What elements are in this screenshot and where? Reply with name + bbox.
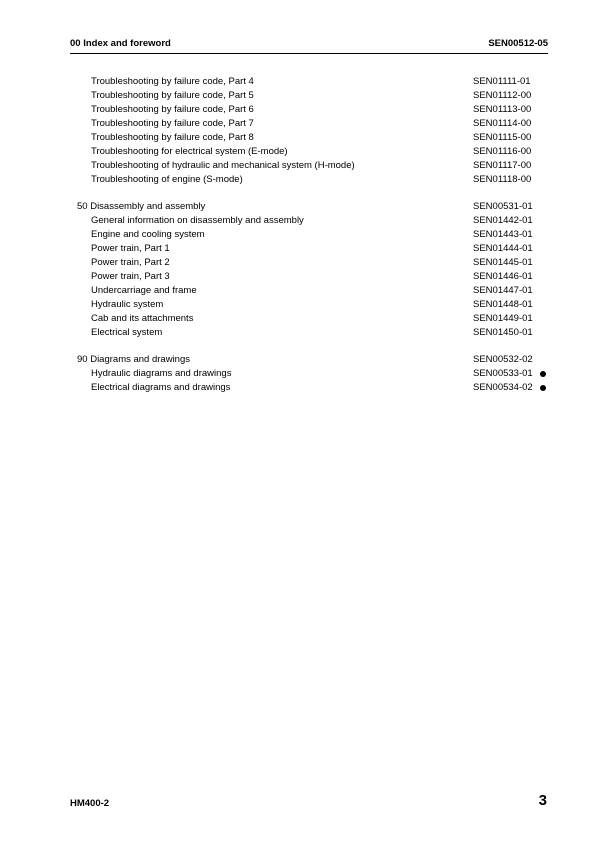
entry-code: SEN01450-01 [473,327,533,338]
list-item [0,312,595,326]
entry-code: SEN01111-01 [473,76,531,87]
list-item [0,298,595,312]
entry-title: Power train, Part 3 [91,271,170,282]
entry-title: Power train, Part 2 [91,257,170,268]
entry-title: Troubleshooting by failure code, Part 4 [91,76,254,87]
entry-code: SEN01442-01 [473,215,533,226]
header-rule [70,53,548,54]
list-item [0,381,595,395]
entry-code: SEN01447-01 [473,285,533,296]
entry-title: Engine and cooling system [91,229,205,240]
entry-code: SEN01448-01 [473,299,533,310]
header-section-title: 00 Index and foreword [70,38,171,49]
table-of-contents [0,75,595,395]
entry-code: SEN01112-00 [473,90,532,101]
entry-title: Troubleshooting by failure code, Part 7 [91,118,254,129]
list-item [0,117,595,131]
entry-title: Cab and its attachments [91,313,194,324]
page-number: 3 [538,792,547,809]
list-item [0,367,595,381]
list-item [0,75,595,89]
entry-code: SEN01118-00 [473,174,532,185]
entry-title: Hydraulic system [91,299,164,310]
list-item [0,284,595,298]
entry-title: Troubleshooting by failure code, Part 8 [91,132,254,143]
list-item [0,214,595,228]
entry-title: Troubleshooting by failure code, Part 5 [91,90,254,101]
entry-code: SEN01444-01 [473,243,533,254]
entry-code: SEN01115-00 [473,132,532,143]
list-item [0,270,595,284]
entry-title: Hydraulic diagrams and drawings [91,368,232,379]
list-item [0,256,595,270]
entry-title: Troubleshooting for electrical system (E-mode) [91,146,288,157]
entry-code: SEN01445-01 [473,257,533,268]
revision-bullet-icon [540,371,546,377]
revision-bullet-icon [540,385,546,391]
list-item [0,242,595,256]
section-gap [0,340,595,353]
entry-title: General information on disassembly and assembly [91,215,304,226]
entry-code: SEN00533-01 [473,368,533,379]
entry-code: SEN01449-01 [473,313,533,324]
entry-code: SEN00534-02 [473,382,533,393]
entry-code: SEN01113-00 [473,104,532,115]
entry-code: SEN00531-01 [473,201,533,212]
entry-code: SEN01117-00 [473,160,532,171]
section-heading [0,353,595,367]
entry-code: SEN01446-01 [473,271,533,282]
entry-title: Power train, Part 1 [91,243,170,254]
list-item [0,173,595,187]
list-item [0,103,595,117]
entry-code: SEN01116-00 [473,146,532,157]
list-item [0,326,595,340]
list-item [0,89,595,103]
list-item [0,159,595,173]
entry-title: 90 Diagrams and drawings [77,354,191,365]
entry-title: Electrical system [91,327,163,338]
list-item [0,145,595,159]
entry-title: Troubleshooting by failure code, Part 6 [91,104,254,115]
entry-code: SEN01443-01 [473,229,533,240]
list-item [0,131,595,145]
header-doc-code: SEN00512-05 [488,38,548,49]
entry-title: Electrical diagrams and drawings [91,382,231,393]
entry-code: SEN00532-02 [473,354,533,365]
entry-title: 50 Disassembly and assembly [77,201,206,212]
entry-title: Troubleshooting of engine (S-mode) [91,174,243,185]
footer-model: HM400-2 [70,798,110,809]
entry-title: Troubleshooting of hydraulic and mechanical system (H-mode) [91,160,355,171]
list-item [0,228,595,242]
entry-code: SEN01114-00 [473,118,532,129]
entry-title: Undercarriage and frame [91,285,197,296]
section-heading [0,200,595,214]
section-gap [0,187,595,200]
